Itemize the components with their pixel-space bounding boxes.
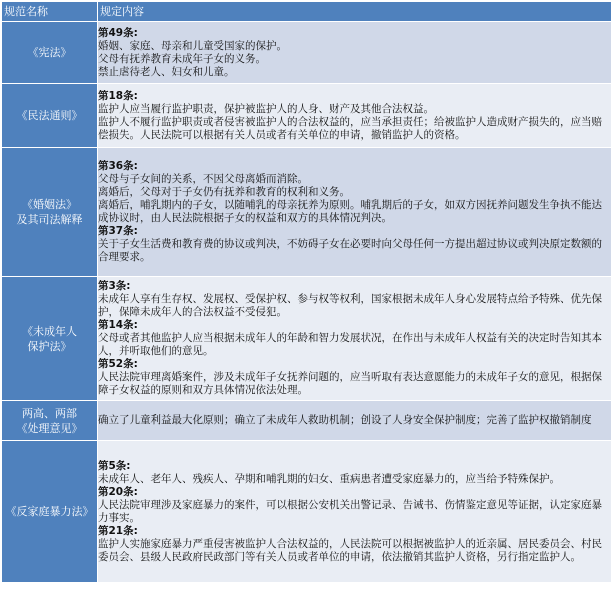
table-body xyxy=(2,22,612,583)
provision-text: 婚姻、家庭、母亲和儿童受国家的保护。 xyxy=(98,39,287,52)
provision-text: 未成年人享有生存权、发展权、受保护权、参与权等权利，国家根据未成年人身心发展特点给予特殊、优先保护，保障未成年人的合法权益不受侵犯。 xyxy=(98,293,602,318)
provision-text: 父母与子女间的关系，不因父母离婚而消除。 xyxy=(98,173,308,185)
law-name-cell xyxy=(2,277,98,401)
provision-cell xyxy=(98,401,612,441)
provision-text: 人民法院审理涉及家庭暴力的案件，可以根据公安机关出警记录、告诫书、伤情鉴定意见等证据，认定家庭暴力事实。 xyxy=(98,498,602,524)
header-content: 规定内容 xyxy=(98,2,612,22)
law-table xyxy=(1,1,612,583)
provision-text: 监护人不履行监护职责或者侵害被监护人的合法权益的，应当承担责任；给被监护人造成财产损失的，应当赔偿损失。人民法院可以根据有关人员或者有关单位的申请，撤销监护人的资格。 xyxy=(98,115,602,141)
table-header-row xyxy=(2,2,612,22)
article-number: 第14条: xyxy=(98,319,138,331)
law-name-line: 及其司法解释 xyxy=(16,213,83,226)
article-number: 第5条: xyxy=(98,459,131,472)
law-name-line: 保护法》 xyxy=(27,339,72,353)
table-row xyxy=(2,277,612,401)
provision-text: 父母或者其他监护人应当根据未成年人的年龄和智力发展状况，在作出与未成年人权益有关的决定时告知其本人，并听取他们的意见。 xyxy=(98,332,602,357)
article-number: 第52条: xyxy=(98,358,138,370)
article-number: 第49条: xyxy=(98,26,138,39)
law-name-line: 《处理意见》 xyxy=(16,421,83,435)
provision-cell xyxy=(98,148,612,277)
provision-text: 未成年人、老年人、残疾人、孕期和哺乳期的妇女、重病患者遭受家庭暴力的，应当给予特殊保护。 xyxy=(98,472,560,485)
provision-text: 人民法院审理离婚案件，涉及未成年子女抚养问题的，应当听取有表达意愿能力的未成年子女的意见，根据保障子女权益的原则和双方具体情况依法处理。 xyxy=(98,371,602,396)
provision-text: 监护人应当履行监护职责，保护被监护人的人身、财产及其他合法权益。 xyxy=(98,102,434,115)
article-number: 第20条: xyxy=(98,485,138,498)
article-number: 第3条: xyxy=(98,280,131,292)
law-name-cell xyxy=(2,148,98,277)
provision-text: 离婚后，哺乳期内的子女，以随哺乳的母亲抚养为原则。哺乳期后的子女，如双方因抚养问题发生争执不能达成协议时，由人民法院根据子女的权益和双方的具体情况判决。 xyxy=(98,199,602,224)
law-name-cell xyxy=(2,401,98,441)
header-law-name: 规范名称 xyxy=(2,2,98,22)
provision-cell xyxy=(98,277,612,401)
table-row xyxy=(2,22,612,84)
provision-text: 禁止虐待老人、妇女和儿童。 xyxy=(98,65,235,78)
article-number: 第36条: xyxy=(98,160,138,172)
table-row xyxy=(2,148,612,277)
law-name-line: 《未成年人 xyxy=(22,324,77,338)
article-number: 第21条: xyxy=(98,524,138,537)
article-number: 第37条: xyxy=(98,225,138,237)
law-name-cell xyxy=(2,441,98,583)
provision-text: 离婚后，父母对于子女仍有抚养和教育的权利和义务。 xyxy=(98,186,350,198)
law-name-line: 《反家庭暴力法》 xyxy=(5,505,94,518)
law-name-line: 《民法通则》 xyxy=(16,109,83,122)
provision-cell xyxy=(98,441,612,583)
provision-text: 确立了儿童利益最大化原则；确立了未成年人救助机制；创设了人身安全保护制度；完善了监护权撤销制度 xyxy=(98,414,592,426)
law-name-cell xyxy=(2,22,98,84)
law-name-cell xyxy=(2,84,98,148)
law-name-line: 《宪法》 xyxy=(27,46,72,59)
law-name-line: 两高、两部 xyxy=(22,406,77,420)
provision-cell xyxy=(98,22,612,84)
table-row xyxy=(2,84,612,148)
table-row xyxy=(2,441,612,583)
law-name-line: 《婚姻法》 xyxy=(22,198,77,211)
provision-text: 监护人实施家庭暴力严重侵害被监护人合法权益的，人民法院可以根据被监护人的近亲属、居民委员会、村民委员会、县级人民政府民政部门等有关人员或者单位的申请，依法撤销其监护人资格，另行指定监护人。 xyxy=(98,537,602,563)
table-row xyxy=(2,401,612,441)
article-number: 第18条: xyxy=(98,89,138,102)
provision-cell xyxy=(98,84,612,148)
provision-text: 父母有抚养教育未成年子女的义务。 xyxy=(98,52,266,65)
provision-text: 关于子女生活费和教育费的协议或判决，不妨碍子女在必要时向父母任何一方提出超过协议或判决原定数额的合理要求。 xyxy=(98,238,602,263)
